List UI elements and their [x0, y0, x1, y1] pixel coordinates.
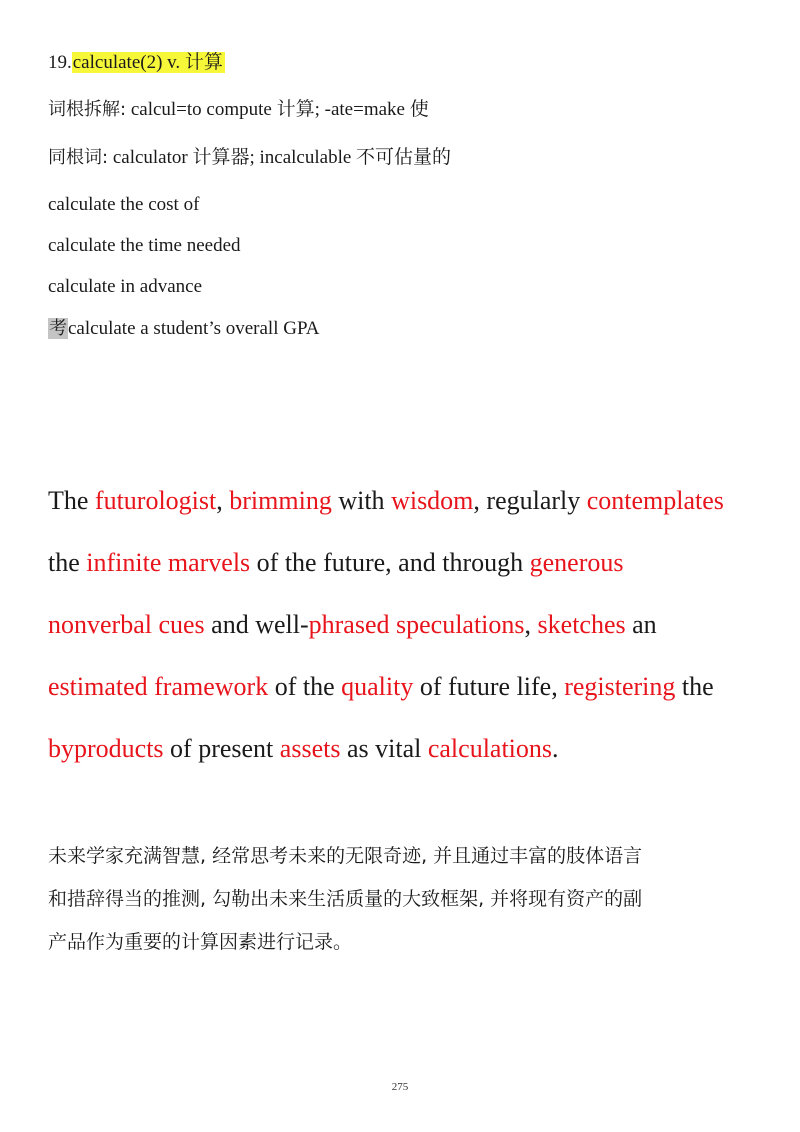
chinese-translation — [48, 835, 768, 964]
root-breakdown — [48, 97, 429, 123]
keyword-highlight: generous — [529, 548, 624, 577]
phrase-item: calculate the cost of — [48, 194, 200, 215]
keyword-highlight: wisdom — [391, 486, 474, 515]
paragraph-text: an — [625, 610, 657, 639]
paragraph-line — [48, 470, 768, 532]
paragraph-line — [48, 532, 768, 594]
cognates-text: calculator 计算器; incalculable 不可估量的 — [112, 147, 452, 168]
keyword-highlight: calculations — [427, 734, 553, 763]
paragraph-line — [48, 718, 768, 780]
paragraph-text: of present — [163, 734, 280, 763]
english-paragraph — [48, 470, 768, 780]
keyword-highlight: sketches — [537, 610, 626, 639]
paragraph-line — [48, 656, 768, 718]
paragraph-text: of the — [268, 672, 342, 701]
paragraph-text: The — [48, 486, 95, 515]
headword-highlight: calculate(2) v. 计算 — [72, 52, 223, 73]
paragraph-text: the — [675, 672, 714, 701]
paragraph-text: of future life, — [413, 672, 565, 701]
entry-number: 19. — [48, 52, 72, 73]
keyword-highlight: registering — [564, 672, 676, 701]
paragraph-text: the — [48, 548, 87, 577]
phrase-item: calculate in advance — [48, 276, 203, 297]
translation-line: 和措辞得当的推测, 勾勒出未来生活质量的大致框架, 并将现有资产的副 — [48, 888, 643, 910]
paragraph-text: , — [524, 610, 538, 639]
cognates — [48, 145, 451, 171]
keyword-highlight: nonverbal cues — [48, 610, 205, 639]
exam-phrase-line — [48, 316, 320, 342]
paragraph-text: , regularly — [473, 486, 587, 515]
entry-heading — [48, 50, 225, 76]
paragraph-text: of the future, and through — [250, 548, 530, 577]
root-text: calcul=to compute 计算; -ate=make 使 — [130, 99, 429, 120]
keyword-highlight: assets — [279, 734, 341, 763]
paragraph-text: and well- — [204, 610, 309, 639]
root-label: 词根拆解: — [48, 99, 127, 120]
keyword-highlight: futurologist — [94, 486, 217, 515]
keyword-highlight: estimated framework — [48, 672, 269, 701]
paragraph-text: as vital — [340, 734, 428, 763]
paragraph-text: with — [331, 486, 392, 515]
keyword-highlight: phrased speculations — [308, 610, 525, 639]
exam-tag: 考 — [49, 318, 67, 339]
keyword-highlight: infinite marvels — [86, 548, 251, 577]
cognates-label: 同根词: — [48, 147, 109, 168]
translation-line: 未来学家充满智慧, 经常思考未来的无限奇迹, 并且通过丰富的肢体语言 — [48, 845, 643, 867]
keyword-highlight: brimming — [229, 486, 332, 515]
page-number: 275 — [391, 1081, 409, 1093]
keyword-highlight: quality — [341, 672, 414, 701]
paragraph-text: , — [216, 486, 230, 515]
paragraph-line — [48, 594, 768, 656]
keyword-highlight: contemplates — [586, 486, 724, 515]
paragraph-text: . — [552, 734, 559, 763]
keyword-highlight: byproducts — [48, 734, 164, 763]
phrase-item: calculate the time needed — [48, 235, 241, 256]
translation-line: 产品作为重要的计算因素进行记录。 — [48, 931, 353, 953]
exam-phrase: calculate a student’s overall GPA — [68, 318, 320, 339]
